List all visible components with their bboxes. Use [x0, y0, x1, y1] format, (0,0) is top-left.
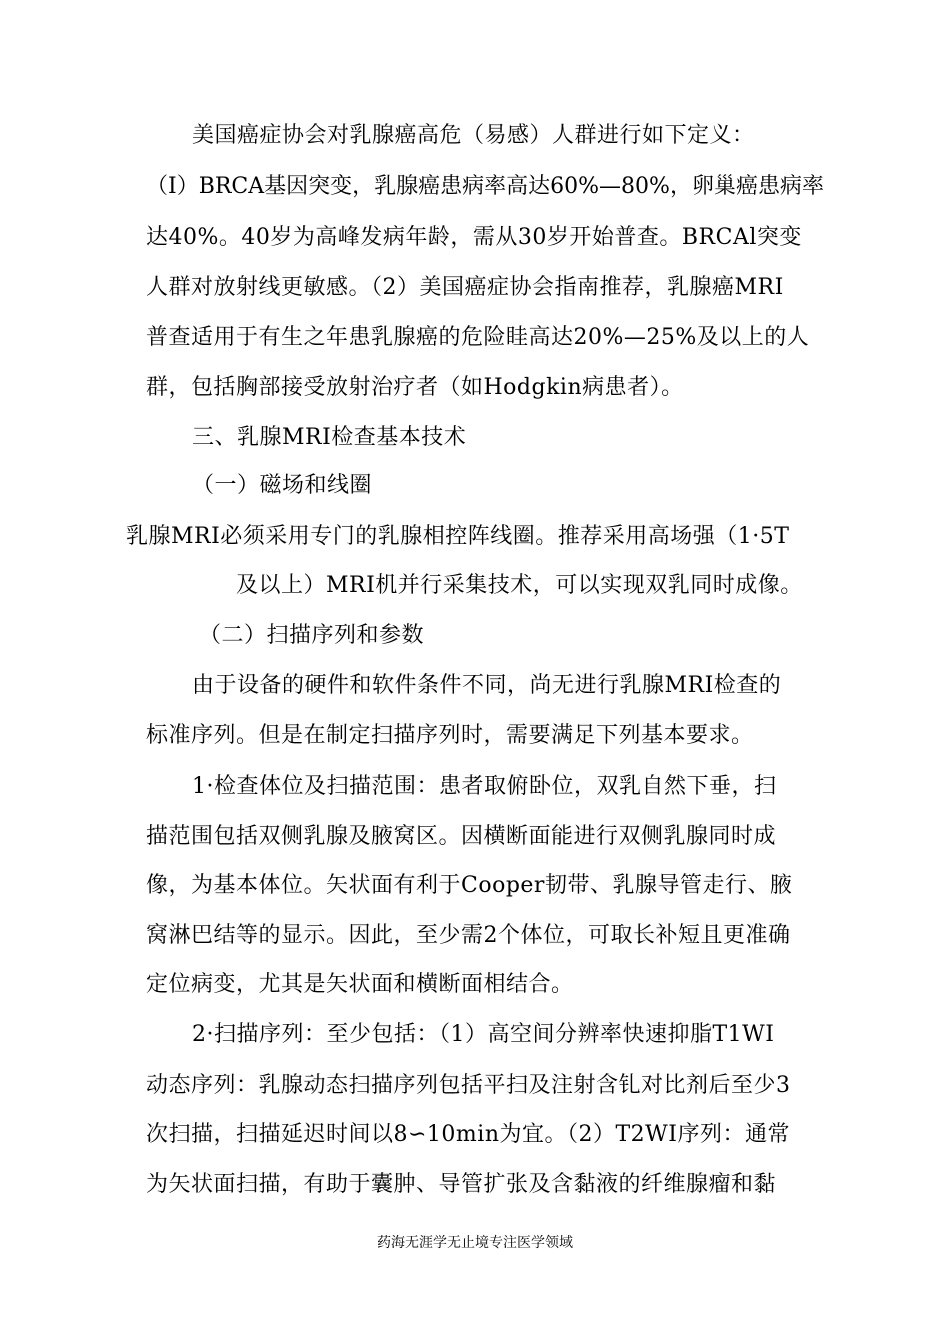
- paragraph-line: 标准序列。但是在制定扫描序列时，需要满足下列基本要求。: [146, 723, 754, 748]
- paragraph-line: 窝淋巴结等的显示。因此，至少需2个体位，可取长补短且更准确: [146, 923, 791, 948]
- paragraph-line: 次扫描，扫描延迟时间以8∽10min为宜。（2）T2WI序列：通常: [146, 1122, 790, 1147]
- paragraph-line: 为矢状面扫描，有助于囊肿、导管扩张及含黏液的纤维腺瘤和黏: [146, 1172, 777, 1197]
- paragraph-line: 达40%。40岁为高峰发病年龄，需从30岁开始普查。BRCAl突变: [146, 225, 802, 250]
- paragraph-line: （I）BRCA基因突变，乳腺癌患病率高达60%—80%，卵巢癌患病率: [146, 174, 824, 199]
- section-heading: 三、乳腺MRI检查基本技术: [192, 425, 467, 450]
- paragraph-line: 由于设备的硬件和软件条件不同，尚无进行乳腺MRI检查的: [192, 673, 782, 698]
- paragraph-line: 乳腺MRI必须采用专门的乳腺相控阵线圈。推荐采用高场强（1·5T: [126, 524, 790, 549]
- paragraph-line: 像，为基本体位。矢状面有利于Cooper韧带、乳腺导管走行、腋: [146, 873, 793, 898]
- page-footer: 药海无涯学无止境专注医学领域: [377, 1235, 573, 1251]
- subsection-heading: （一）磁场和线圈: [192, 473, 373, 498]
- paragraph-line: 1·检查体位及扫描范围：患者取俯卧位，双乳自然下垂，扫: [192, 774, 777, 799]
- paragraph-line: 2·扫描序列：至少包括：（1）高空间分辨率快速抑脂T1WI: [192, 1022, 775, 1047]
- paragraph-line: 普查适用于有生之年患乳腺癌的危险眭高达20%—25%及以上的人: [146, 325, 810, 350]
- subsection-heading: （二）扫描序列和参数: [199, 623, 425, 648]
- paragraph-line: 美国癌症协会对乳腺癌高危（易感）人群进行如下定义：: [192, 123, 755, 148]
- paragraph-line: 描范围包括双侧乳腺及腋窝区。因横断面能进行双侧乳腺同时成: [146, 824, 777, 849]
- paragraph-line: 及以上）MRI机并行采集技术，可以实现双乳同时成像。: [236, 573, 803, 598]
- paragraph-line: 定位病变，尤其是矢状面和横断面相结合。: [146, 972, 574, 997]
- paragraph-line: 人群对放射线更敏感。（2）美国癌症协会指南推荐，乳腺癌MRI: [146, 275, 784, 300]
- paragraph-line: 动态序列：乳腺动态扫描序列包括平扫及注射含钆对比剂后至少3: [146, 1073, 791, 1098]
- paragraph-line: 群，包括胸部接受放射治疗者（如Hodgkin病患者）。: [146, 375, 684, 400]
